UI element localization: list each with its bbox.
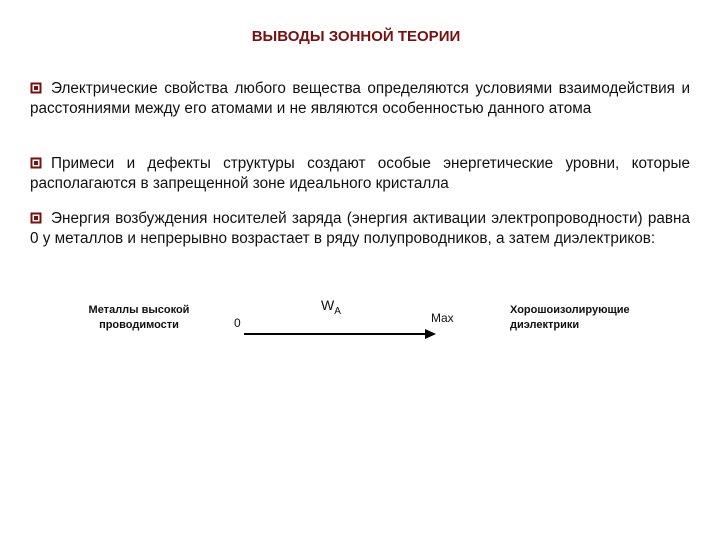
insulators-label: Хорошоизолирующие диэлектрики <box>510 304 630 331</box>
bullet-3 <box>30 209 690 248</box>
max-label: Max <box>431 311 454 325</box>
zero-label: 0 <box>234 316 241 330</box>
arrow-head-icon <box>425 329 436 339</box>
metals-label: Металлы высокой проводимости <box>88 304 190 331</box>
activation-energy-subscript: A <box>334 305 341 317</box>
bullet-2 <box>30 154 690 193</box>
bullet-3-text: Энергия возбуждения носителей заряда (энергия активации электропроводности) равна 0 у металлов и непрерывно возрастает в ряду полупроводников, а затем диэлектриков: <box>30 210 690 247</box>
energy-axis-arrow <box>244 326 439 342</box>
checkbox-bullet-icon <box>30 212 42 224</box>
activation-energy-symbol: W <box>321 297 335 313</box>
activation-energy-label <box>321 298 341 319</box>
page-title: ВЫВОДЫ ЗОННОЙ ТЕОРИИ <box>251 28 461 45</box>
bullet-2-text: Примеси и дефекты структуры создают особые энергетические уровни, которые располагаются в запрещенной зоне идеального кристалла <box>30 155 690 192</box>
checkbox-bullet-icon <box>30 82 42 94</box>
checkbox-bullet-icon <box>30 157 42 169</box>
bullet-1-text: Электрические свойства любого вещества определяются условиями взаимодействия и расстояниями между его атомами и не являются особенностью данного атома <box>30 80 690 117</box>
bullet-1 <box>30 79 690 118</box>
